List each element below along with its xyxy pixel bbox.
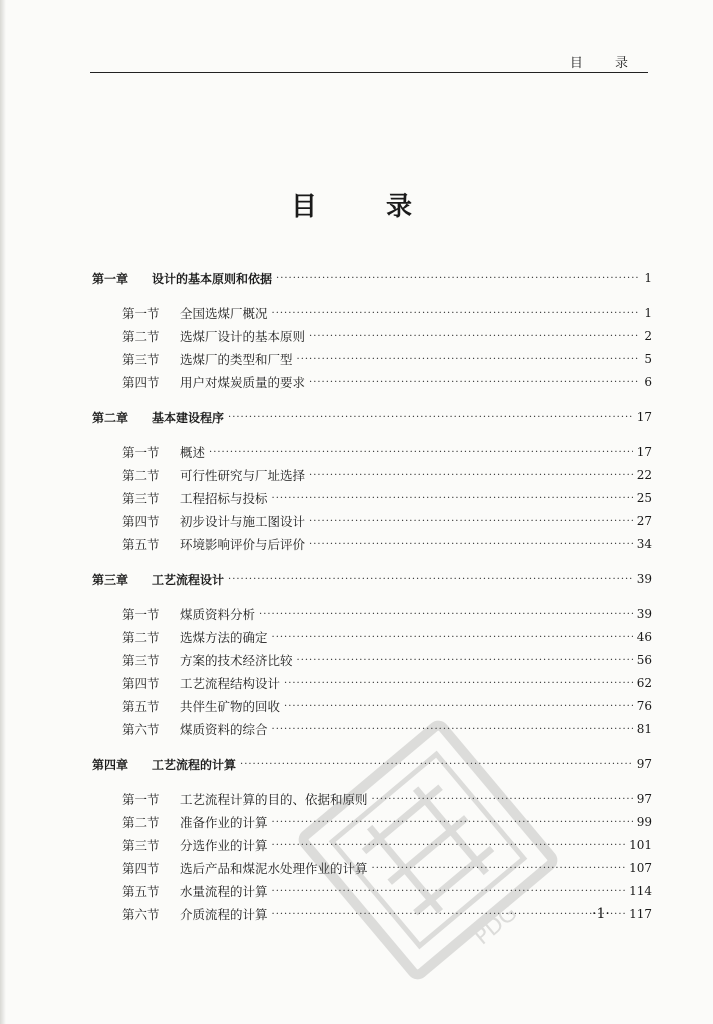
toc-chapter-row[interactable] xyxy=(92,407,652,427)
toc-dot-leader xyxy=(284,678,633,689)
toc-entry-title: 设计的基本原则和依据 xyxy=(152,271,273,286)
toc-dot-leader xyxy=(228,574,633,585)
toc-entry-page: 81 xyxy=(636,722,652,736)
toc-entry-title: 可行性研究与厂址选择 xyxy=(180,468,306,483)
toc-entry-title: 工程招标与投标 xyxy=(180,491,268,506)
toc-entry-number: 第一章 xyxy=(92,271,129,286)
toc-entry-page: 117 xyxy=(629,907,652,921)
toc-chapter-row[interactable] xyxy=(92,754,652,774)
toc-entry-page: 22 xyxy=(636,468,652,482)
toc-entry-number: 第一节 xyxy=(122,306,160,321)
toc-entry-page: 114 xyxy=(629,884,652,898)
toc-entry-page: 76 xyxy=(636,699,652,713)
toc-entry-number: 第三节 xyxy=(122,653,160,668)
toc-entry-number: 第三节 xyxy=(122,491,160,506)
toc-entry-page: 56 xyxy=(636,653,652,667)
toc-entry-number: 第四节 xyxy=(122,676,160,691)
toc-section-row[interactable] xyxy=(122,604,652,624)
toc-section-row[interactable] xyxy=(122,696,652,716)
toc-entry-title: 全国选煤厂概况 xyxy=(180,306,268,321)
toc-entry-number: 第三章 xyxy=(92,572,129,587)
toc-entry-number: 第五节 xyxy=(122,699,160,714)
toc-entry-number: 第四章 xyxy=(92,757,129,772)
toc-entry-page: 5 xyxy=(644,352,652,366)
toc-entry-title: 选煤厂设计的基本原则 xyxy=(180,329,306,344)
toc-section-row[interactable] xyxy=(122,650,652,670)
toc-section-row[interactable] xyxy=(122,488,652,508)
toc-entry-page: 25 xyxy=(636,491,652,505)
toc-entry-page: 46 xyxy=(636,630,652,644)
toc-section-row[interactable] xyxy=(122,881,652,901)
toc-entry-number: 第二节 xyxy=(122,468,160,483)
toc-entry-title: 基本建设程序 xyxy=(152,410,225,425)
toc-section-row[interactable] xyxy=(122,372,652,392)
toc-section-row[interactable] xyxy=(122,673,652,693)
page-title: 目 录 xyxy=(290,192,443,222)
toc-dot-leader xyxy=(309,331,638,342)
toc-entry-page: 17 xyxy=(636,445,652,459)
toc-entry-title: 共伴生矿物的回收 xyxy=(180,699,281,714)
toc-section-row[interactable] xyxy=(122,835,652,855)
toc-entry-page: 97 xyxy=(636,792,652,806)
toc-entry-title: 选煤厂的类型和厂型 xyxy=(180,352,293,367)
toc-entry-title: 工艺流程计算的目的、依据和原则 xyxy=(180,792,368,807)
toc-entry-title: 工艺流程的计算 xyxy=(152,757,237,772)
toc-entry-page: 62 xyxy=(636,676,652,690)
toc-entry-number: 第二节 xyxy=(122,630,160,645)
toc-section-row[interactable] xyxy=(122,303,652,323)
toc-entry-page: 27 xyxy=(636,514,652,528)
toc-section-row[interactable] xyxy=(122,442,652,462)
toc-entry-title: 用户对煤炭质量的要求 xyxy=(180,375,306,390)
toc-section-row[interactable] xyxy=(122,534,652,554)
toc-dot-leader xyxy=(372,863,626,874)
toc-entry-page: 6 xyxy=(644,375,652,389)
toc-dot-leader xyxy=(209,447,633,458)
toc-entry-title: 水量流程的计算 xyxy=(180,884,268,899)
toc-entry-number: 第一节 xyxy=(122,792,160,807)
toc-entry-number: 第二节 xyxy=(122,815,160,830)
toc-dot-leader xyxy=(272,909,626,920)
toc-dot-leader xyxy=(272,493,633,504)
toc-entry-number: 第六节 xyxy=(122,722,160,737)
toc-entry-number: 第三节 xyxy=(122,352,160,367)
toc-dot-leader xyxy=(259,609,633,620)
toc-entry-number: 第四节 xyxy=(122,861,160,876)
toc-entry-number: 第二节 xyxy=(122,329,160,344)
toc-entry-page: 34 xyxy=(636,537,652,551)
toc-entry-page: 1 xyxy=(644,271,652,285)
toc-entry-page: 2 xyxy=(644,329,652,343)
toc-entry-page: 99 xyxy=(636,815,652,829)
toc-chapter-row[interactable] xyxy=(92,268,652,288)
toc-dot-leader xyxy=(284,701,633,712)
toc-dot-leader xyxy=(272,308,638,319)
toc-dot-leader xyxy=(372,794,633,805)
toc-entry-title: 准备作业的计算 xyxy=(180,815,268,830)
svg-text:PDG: PDG xyxy=(469,900,523,951)
toc-entry-number: 第一节 xyxy=(122,445,160,460)
running-header-title: 目 录 xyxy=(569,56,642,71)
toc-entry-page: 39 xyxy=(636,572,652,586)
toc-section-row[interactable] xyxy=(122,789,652,809)
toc-entry-title: 初步设计与施工图设计 xyxy=(180,514,306,529)
toc-entry-title: 煤质资料的综合 xyxy=(180,722,268,737)
toc-entry-number: 第四节 xyxy=(122,514,160,529)
toc-entry-page: 17 xyxy=(636,410,652,424)
page-number: ·1· xyxy=(592,906,610,922)
toc-dot-leader xyxy=(309,377,638,388)
toc-entry-page: 97 xyxy=(636,757,652,771)
toc-dot-leader xyxy=(309,539,633,550)
toc-section-row[interactable] xyxy=(122,812,652,832)
toc-entry-number: 第四节 xyxy=(122,375,160,390)
toc-dot-leader xyxy=(272,886,626,897)
toc-section-row[interactable] xyxy=(122,465,652,485)
toc-entry-number: 第一节 xyxy=(122,607,160,622)
toc-entry-page: 1 xyxy=(644,306,652,320)
toc-dot-leader xyxy=(272,724,633,735)
toc-dot-leader xyxy=(228,412,633,423)
toc-entry-number: 第五节 xyxy=(122,537,160,552)
toc-entry-number: 第二章 xyxy=(92,410,129,425)
toc-dot-leader xyxy=(272,632,633,643)
toc-entry-title: 概述 xyxy=(180,445,206,460)
toc-entry-number: 第六节 xyxy=(122,907,160,922)
toc-section-row[interactable] xyxy=(122,349,652,369)
toc-entry-title: 环境影响评价与后评价 xyxy=(180,537,306,552)
toc-dot-leader xyxy=(309,470,633,481)
toc-dot-leader xyxy=(276,273,638,284)
toc-dot-leader xyxy=(297,354,638,365)
toc-entry-title: 选煤方法的确定 xyxy=(180,630,268,645)
toc-section-row[interactable] xyxy=(122,858,652,878)
toc-dot-leader xyxy=(272,817,633,828)
toc-dot-leader xyxy=(309,516,633,527)
toc-dot-leader xyxy=(240,759,633,770)
toc-section-row[interactable] xyxy=(122,719,652,739)
toc-dot-leader xyxy=(272,840,626,851)
toc-entry-number: 第三节 xyxy=(122,838,160,853)
toc-section-row[interactable] xyxy=(122,904,652,924)
toc-entry-number: 第五节 xyxy=(122,884,160,899)
toc-section-row[interactable] xyxy=(122,326,652,346)
toc-entry-title: 方案的技术经济比较 xyxy=(180,653,293,668)
toc-entry-page: 107 xyxy=(629,861,652,875)
toc-entry-title: 煤质资料分析 xyxy=(180,607,256,622)
toc-entry-title: 分选作业的计算 xyxy=(180,838,268,853)
toc-section-row[interactable] xyxy=(122,627,652,647)
toc-entry-title: 工艺流程设计 xyxy=(152,572,225,587)
toc-entry-page: 101 xyxy=(629,838,652,852)
toc-entry-title: 选后产品和煤泥水处理作业的计算 xyxy=(180,861,368,876)
toc-section-row[interactable] xyxy=(122,511,652,531)
toc-entry-page: 39 xyxy=(636,607,652,621)
toc-chapter-row[interactable] xyxy=(92,569,652,589)
toc-entry-title: 介质流程的计算 xyxy=(180,907,268,922)
toc-entry-title: 工艺流程结构设计 xyxy=(180,676,281,691)
toc-dot-leader xyxy=(297,655,633,666)
